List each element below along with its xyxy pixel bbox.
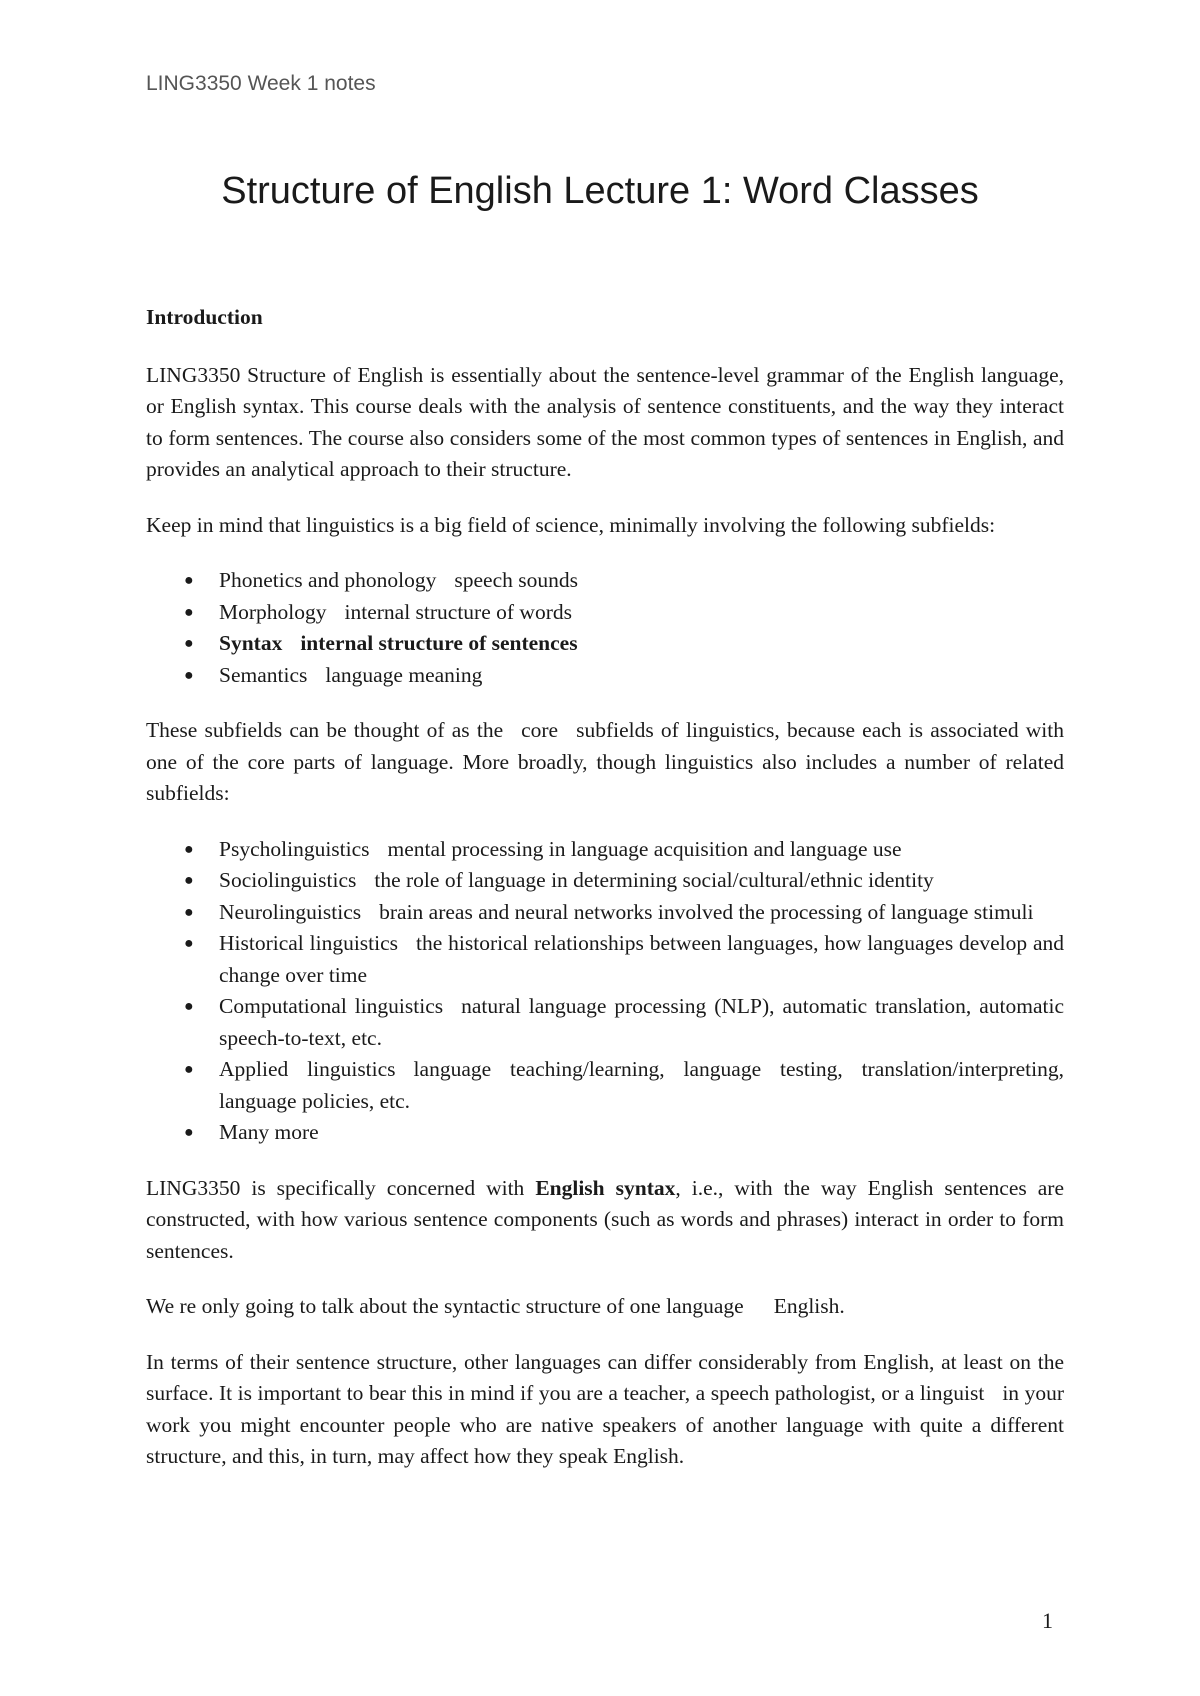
- list-item-description: natural language processing (NLP), automatic translation, automatic speech-to-text, etc.: [219, 994, 1065, 1050]
- bullet-icon: ●: [184, 903, 194, 921]
- paragraph-course-focus: [146, 1173, 1064, 1268]
- list-item-term: Sociolinguistics: [219, 868, 357, 892]
- list-item: [146, 1054, 1064, 1117]
- list-item: [146, 834, 1064, 866]
- list-item: [146, 628, 1064, 660]
- section-heading-introduction: Introduction: [146, 305, 263, 329]
- list-item-term: Morphology: [219, 599, 327, 624]
- paragraph-core-subfields: [146, 715, 1064, 810]
- bullet-icon: ●: [184, 998, 194, 1015]
- paragraph-text: We re only going to talk about the syntactic structure of one language: [146, 1294, 744, 1318]
- bullet-icon: ●: [184, 935, 194, 952]
- list-item: [146, 660, 1064, 692]
- list-item-term: Applied linguistics: [219, 1057, 396, 1081]
- list-item-term: Historical linguistics: [219, 931, 399, 955]
- paragraph-text: These subfields can be thought of as the: [146, 718, 504, 742]
- paragraph-text: English.: [773, 1294, 845, 1318]
- list-item: [146, 565, 1064, 597]
- list-item: [146, 928, 1064, 991]
- list-item-term: Computational linguistics: [219, 994, 444, 1018]
- list-item-term: Psycholinguistics: [219, 836, 370, 861]
- paragraph-text: , i.e., with the way English sentences are constructed, with how various sentence components (such as words and phrases) interact in order to form sentences.: [146, 1175, 1064, 1263]
- document-body: [146, 302, 1064, 1497]
- list-item-description: internal structure of words: [344, 599, 572, 624]
- list-item: [146, 991, 1064, 1054]
- paragraph-text: a speech pathologist, or a linguist: [695, 1381, 985, 1405]
- list-item: [146, 1117, 1064, 1149]
- page-title: Structure of English Lecture 1: Word Classes: [221, 170, 979, 212]
- bullet-icon: ●: [184, 666, 194, 684]
- bullet-icon: ●: [184, 1061, 194, 1078]
- paragraph-text: In terms of their sentence structure, other languages can differ considerably from English, at least on the surface. It is important to bear this in mind if you are a teacher,: [146, 1349, 1064, 1405]
- list-item-term: Many more: [219, 1120, 319, 1144]
- list-item-description: brain areas and neural networks involved the processing of language stimuli: [379, 899, 1034, 924]
- list-item-description: mental processing in language acquisition and language use: [387, 836, 902, 861]
- paragraph-subfields-intro: Keep in mind that linguistics is a big field of science, minimally involving the following subfields:: [146, 512, 996, 537]
- paragraph-other-languages: [146, 1347, 1064, 1473]
- related-subfields-list: [146, 834, 1064, 1149]
- bullet-icon: ●: [184, 840, 194, 858]
- paragraph-text: subfields of linguistics, because each is associated with one of the core parts of language. More broadly, though linguistics also includes a number of related subfields:: [146, 718, 1064, 805]
- list-item-description: internal structure of sentences: [300, 631, 578, 655]
- running-header: LING3350 Week 1 notes: [146, 72, 376, 95]
- list-item: [146, 597, 1064, 629]
- list-item-description: the role of language in determining social/cultural/ethnic identity: [374, 868, 934, 892]
- list-item: [146, 897, 1064, 929]
- paragraph-text: in your work you might encounter people who are native speakers of another language with quite a different structure, and this, in turn, may affect how they speak English.: [146, 1381, 1065, 1468]
- list-item: [146, 865, 1064, 897]
- paragraph-one-language: [146, 1291, 1064, 1323]
- list-item-term: Phonetics and phonology: [219, 568, 437, 592]
- bullet-icon: ●: [184, 1124, 194, 1141]
- emphasized-term: English syntax: [535, 1175, 676, 1200]
- core-subfields-list: [146, 565, 1064, 691]
- list-item-description: language meaning: [325, 662, 483, 687]
- list-item-description: language teaching/learning, language testing, translation/interpreting, language policies, etc.: [219, 1057, 1064, 1113]
- list-item-term: Neurolinguistics: [219, 899, 362, 924]
- list-item-description: speech sounds: [454, 568, 578, 592]
- bullet-icon: ●: [184, 635, 194, 652]
- bullet-icon: ●: [184, 872, 194, 889]
- list-item-term: Semantics: [219, 662, 308, 687]
- bullet-icon: ●: [184, 572, 194, 589]
- quoted-term: core: [521, 718, 559, 742]
- list-item-term: Syntax: [219, 631, 283, 655]
- bullet-icon: ●: [184, 603, 194, 621]
- page-number: 1: [1042, 1608, 1053, 1633]
- list-item-description: the historical relationships between languages, how languages develop and change over time: [219, 931, 1064, 987]
- paragraph-course-description: LING3350 Structure of English is essentially about the sentence-level grammar of the English language, or English syntax. This course deals with the analysis of sentence constituents, and the way they interact to form sentences. The course also considers some of the most common types of sentences in English, and provides an analytical approach to their structure.: [146, 362, 1064, 481]
- paragraph-text: LING3350 is specifically concerned with: [146, 1175, 525, 1200]
